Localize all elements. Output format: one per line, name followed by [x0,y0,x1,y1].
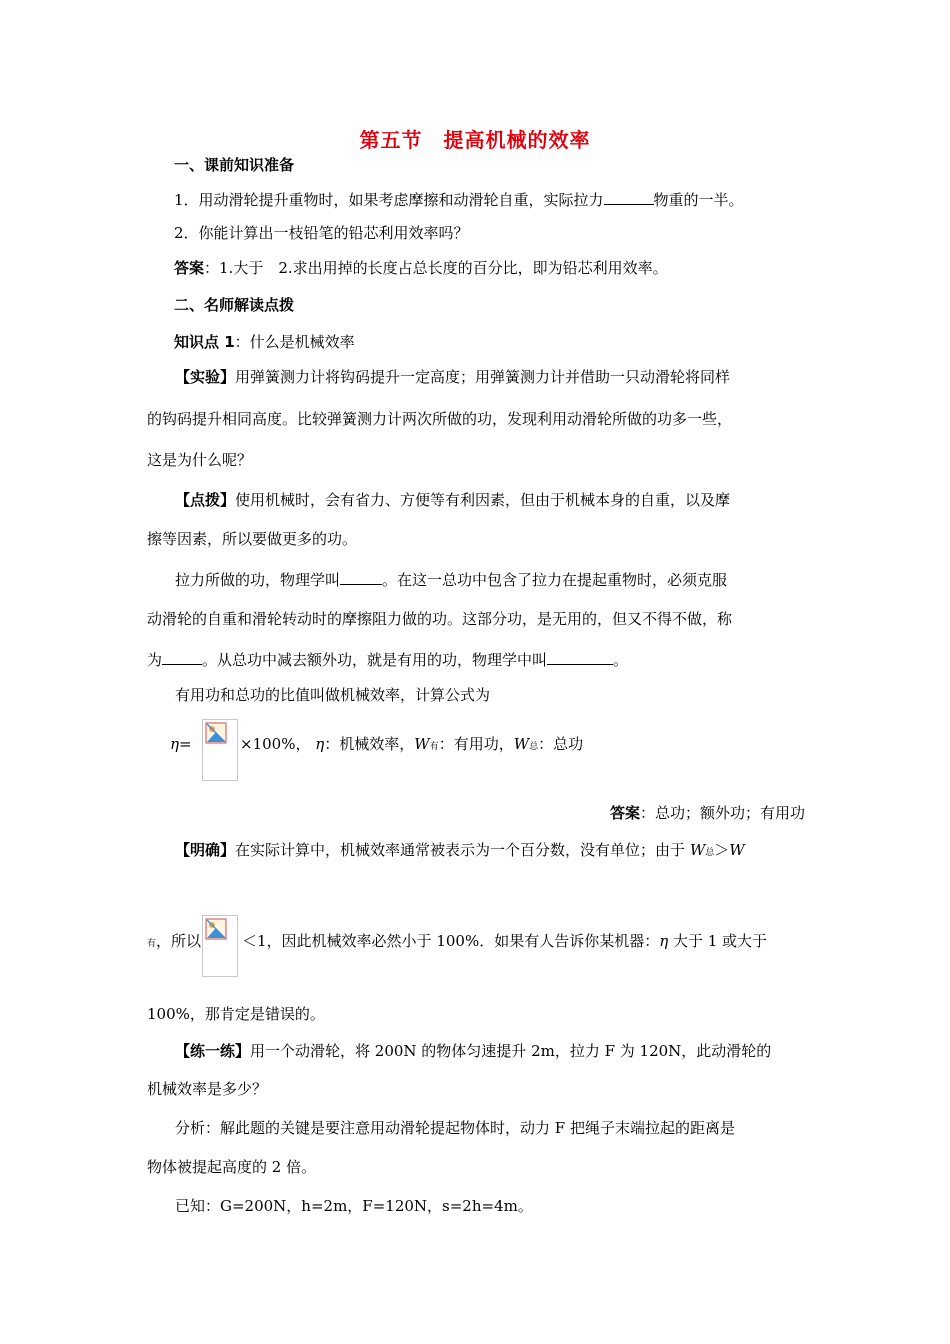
heading-teacher: 二、名师解读点拨 [174,296,295,314]
paragraph-work-line-1: 拉力所做的功，物理学叫 。在这一总功中包含了拉力在提起重物时，必须克服 [175,568,727,591]
formula-right: ×100%， η：机械效率，W有：有用功，W总：总功 [240,735,584,753]
known-values: 已知：G=200N，h=2m，F=120N，s=2h=4m。 [175,1197,533,1215]
heading-pre-class: 一、课前知识准备 [174,156,295,174]
practice-line-1: 【练一练】用一个动滑轮，将 200N 的物体匀速提升 2m，拉力 F 为 120N，此动滑轮的 [175,1042,772,1060]
broken-image-icon [205,722,227,744]
question-2: 2．你能计算出一枝铅笔的铅芯利用效率吗？ [174,224,469,242]
answer-blank [604,188,654,205]
knowledge-point-1: 知识点 1：什么是机械效率 [174,333,355,351]
section-title: 第五节 提高机械的效率 [359,128,591,152]
tip-line-2: 擦等因素，所以要做更多的功。 [147,530,358,548]
answer-2: 答案：总功；额外功；有用功 [609,804,805,822]
clarify-line-1: 【明确】在实际计算中，机械效率通常被表示为一个百分数，没有单位；由于 W总＞W [175,841,745,859]
formula-image-placeholder [202,719,238,781]
experiment-line-1: 【实验】用弹簧测力计将钩码提升一定高度；用弹簧测力计并借助一只动滑轮将同样 [175,368,731,386]
formula-left: η= [170,735,192,753]
analysis-line-1: 分析：解此题的关键是要注意用动滑轮提起物体时，动力 F 把绳子末端拉起的距离是 [175,1119,735,1137]
clarify-line-3: 100%，那肯定是错误的。 [147,1005,325,1023]
practice-line-2: 机械效率是多少？ [147,1080,268,1098]
ratio-image-placeholder [202,915,238,977]
question-1: 1．用动滑轮提升重物时，如果考虑摩擦和动滑轮自重，实际拉力 物重的一半。 [174,188,744,211]
answer-blank [162,648,202,665]
experiment-line-2: 的钩码提升相同高度。比较弹簧测力计两次所做的功，发现利用动滑轮所做的功多一些， [147,410,733,428]
clarify-line-2-left: 有，所以 [147,932,202,950]
paragraph-work-line-2: 动滑轮的自重和滑轮转动时的摩擦阻力做的功。这部分功，是无用的，但又不得不做，称 [147,610,733,628]
answer-blank [340,568,382,585]
paragraph-work-line-3: 为 。从总功中减去额外功，就是有用的功，物理学中叫 。 [147,648,628,671]
paragraph-efficiency: 有用功和总功的比值叫做机械效率，计算公式为 [175,686,491,704]
clarify-line-2-right: ＜1，因此机械效率必然小于 100%．如果有人告诉你某机器：η 大于 1 或大于 [242,932,768,950]
broken-image-icon [205,918,227,940]
answer-1: 答案：1.大于 2.求出用掉的长度占总长度的百分比，即为铅芯利用效率。 [174,259,668,277]
tip-line-1: 【点拨】使用机械时，会有省力、方便等有利因素，但由于机械本身的自重，以及摩 [175,491,731,509]
answer-blank [547,648,613,665]
analysis-line-2: 物体被提起高度的 2 倍。 [147,1158,317,1176]
experiment-line-3: 这是为什么呢？ [147,451,253,469]
